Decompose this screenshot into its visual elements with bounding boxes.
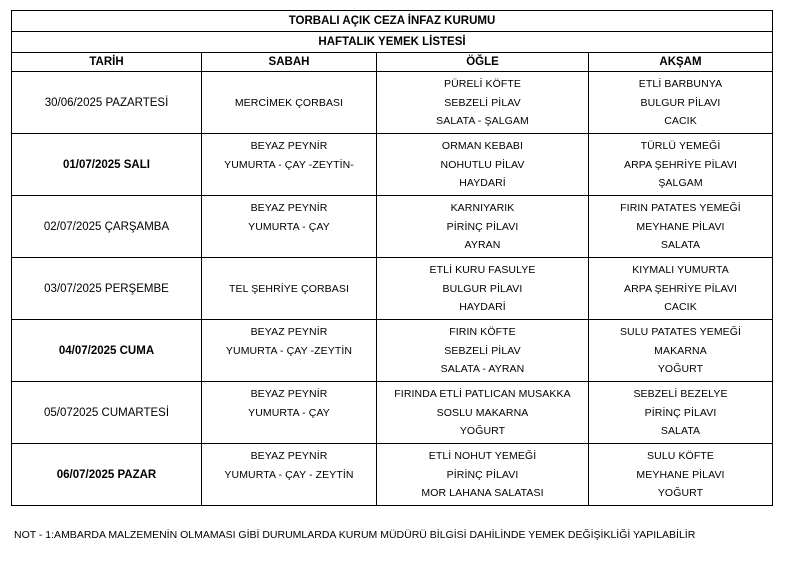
column-header-dinner: AKŞAM <box>589 53 773 72</box>
empty-line <box>202 176 376 190</box>
lunch-items <box>377 445 588 505</box>
lunch-cell <box>377 320 589 382</box>
lunch-items <box>377 135 588 195</box>
breakfast-item: BEYAZ PEYNİR <box>250 140 328 152</box>
breakfast-item: YUMURTA - ÇAY -ZEYTİN <box>225 344 353 357</box>
lunch-cell <box>377 444 589 506</box>
dinner-item: SALATA <box>660 425 701 437</box>
lunch-item: PİRİNÇ PİLAVI <box>446 220 519 233</box>
dinner-items <box>589 259 772 319</box>
breakfast-item: BEYAZ PEYNİR <box>250 388 328 400</box>
dinner-item: CACIK <box>664 115 697 127</box>
breakfast-cell <box>202 382 377 444</box>
lunch-items <box>377 321 588 381</box>
title-row <box>12 11 773 32</box>
dinner-item: SALATA <box>660 239 701 251</box>
lunch-items <box>377 73 588 133</box>
lunch-item: SEBZELİ PİLAV <box>444 344 521 357</box>
dinner-item: PİRİNÇ PİLAVI <box>644 406 717 419</box>
empty-line <box>202 362 376 376</box>
lunch-items <box>377 259 588 319</box>
menu-table-body <box>12 11 773 506</box>
day-row <box>12 258 773 320</box>
dinner-cell <box>589 196 773 258</box>
lunch-item: MOR LAHANA SALATASI <box>421 487 544 499</box>
dinner-item: FIRIN PATATES YEMEĞİ <box>620 202 741 214</box>
dinner-cell <box>589 444 773 506</box>
column-header-breakfast: SABAH <box>202 53 377 72</box>
dinner-cell <box>589 134 773 196</box>
dinner-item: YOĞURT <box>657 487 704 499</box>
dinner-item: SULU KÖFTE <box>647 450 714 462</box>
day-date: 01/07/2025 SALI <box>12 134 202 196</box>
footnote: NOT - 1:AMBARDA MALZEMENİN OLMAMASI GİBİ DURUMLARDA KURUM MÜDÜRÜ BİLGİSİ DAHİLİNDE YEMEK DEĞİŞİKLİĞİ YAPILABİLİR <box>14 529 696 541</box>
empty-line <box>202 424 376 438</box>
breakfast-cell <box>202 258 377 320</box>
lunch-cell <box>377 196 589 258</box>
dinner-item: YOĞURT <box>657 363 704 375</box>
breakfast-item: MERCİMEK ÇORBASI <box>234 96 344 109</box>
lunch-item: ETLİ KURU FASULYE <box>429 264 536 276</box>
breakfast-items <box>202 321 376 381</box>
dinner-items <box>589 197 772 257</box>
day-date: 04/07/2025 CUMA <box>12 320 202 382</box>
lunch-item: FIRINDA ETLİ PATLICAN MUSAKKA <box>394 388 571 400</box>
breakfast-items <box>202 135 376 195</box>
breakfast-items <box>202 73 376 133</box>
dinner-item: TÜRLÜ YEMEĞİ <box>640 140 721 152</box>
lunch-item: AYRAN <box>464 239 501 251</box>
dinner-item: ETLİ BARBUNYA <box>638 78 723 90</box>
breakfast-items <box>202 259 376 319</box>
subtitle-row <box>12 32 773 53</box>
breakfast-items <box>202 445 376 505</box>
breakfast-item: BEYAZ PEYNİR <box>250 202 328 214</box>
dinner-item: SEBZELİ BEZELYE <box>633 388 728 400</box>
lunch-item: ETLİ NOHUT YEMEĞİ <box>428 450 537 462</box>
lunch-item: SALATA - ŞALGAM <box>436 115 529 127</box>
column-header-date: TARİH <box>12 53 202 72</box>
breakfast-cell <box>202 196 377 258</box>
lunch-item: BULGUR PİLAVI <box>442 282 523 295</box>
lunch-items <box>377 383 588 443</box>
lunch-item: KARNIYARIK <box>450 202 515 214</box>
lunch-item: SEBZELİ PİLAV <box>444 96 521 109</box>
breakfast-item: TEL ŞEHRİYE ÇORBASI <box>229 282 349 295</box>
dinner-item: ŞALGAM <box>658 177 703 189</box>
menu-subtitle: HAFTALIK YEMEK LİSTESİ <box>12 32 773 53</box>
lunch-cell <box>377 382 589 444</box>
dinner-items <box>589 135 772 195</box>
breakfast-item: BEYAZ PEYNİR <box>250 450 328 462</box>
lunch-item: SOSLU MAKARNA <box>436 406 529 419</box>
column-header-lunch: ÖĞLE <box>377 53 589 72</box>
breakfast-item: BEYAZ PEYNİR <box>250 326 328 338</box>
day-row <box>12 72 773 134</box>
lunch-item: HAYDARİ <box>459 301 506 313</box>
dinner-item: SULU PATATES YEMEĞİ <box>619 326 742 338</box>
dinner-item: CACIK <box>664 301 697 313</box>
lunch-cell <box>377 72 589 134</box>
lunch-item: PİRİNÇ PİLAVI <box>446 468 519 481</box>
lunch-item: NOHUTLU PİLAV <box>440 158 525 171</box>
breakfast-item: YUMURTA - ÇAY <box>248 220 330 233</box>
day-row <box>12 134 773 196</box>
dinner-items <box>589 445 772 505</box>
dinner-item: KIYMALI YUMURTA <box>632 264 729 276</box>
lunch-cell <box>377 134 589 196</box>
day-row <box>12 320 773 382</box>
dinner-item: MEYHANE PİLAVI <box>636 468 725 481</box>
day-date: 30/06/2025 PAZARTESİ <box>12 72 202 134</box>
breakfast-items <box>202 197 376 257</box>
dinner-item: MEYHANE PİLAVI <box>636 220 725 233</box>
dinner-item: ARPA ŞEHRİYE PİLAVI <box>624 158 737 171</box>
breakfast-item: YUMURTA - ÇAY -ZEYTİN- <box>224 158 354 171</box>
dinner-items <box>589 73 772 133</box>
day-date: 05/072025 CUMARTESİ <box>12 382 202 444</box>
breakfast-item: YUMURTA - ÇAY <box>248 406 330 419</box>
lunch-item: SALATA - AYRAN <box>440 363 525 375</box>
day-row <box>12 196 773 258</box>
dinner-cell <box>589 382 773 444</box>
lunch-items <box>377 197 588 257</box>
lunch-item: HAYDARİ <box>459 177 506 189</box>
breakfast-cell <box>202 444 377 506</box>
dinner-item: MAKARNA <box>654 344 707 357</box>
lunch-item: PÜRELİ KÖFTE <box>443 78 522 90</box>
dinner-item: ARPA ŞEHRİYE PİLAVI <box>624 282 737 295</box>
empty-line <box>202 486 376 500</box>
day-date: 02/07/2025 ÇARŞAMBA <box>12 196 202 258</box>
lunch-cell <box>377 258 589 320</box>
weekly-menu-table <box>11 10 773 506</box>
dinner-items <box>589 383 772 443</box>
institution-title: TORBALI AÇIK CEZA İNFAZ KURUMU <box>12 11 773 32</box>
dinner-cell <box>589 320 773 382</box>
lunch-item: FIRIN KÖFTE <box>449 326 516 338</box>
day-row <box>12 382 773 444</box>
day-date: 03/07/2025 PERŞEMBE <box>12 258 202 320</box>
empty-line <box>202 238 376 252</box>
breakfast-cell <box>202 134 377 196</box>
column-header-row <box>12 53 773 72</box>
day-row <box>12 444 773 506</box>
day-date: 06/07/2025 PAZAR <box>12 444 202 506</box>
dinner-item: BULGUR PİLAVI <box>640 96 721 109</box>
lunch-item: ORMAN KEBABI <box>441 140 524 152</box>
breakfast-item: YUMURTA - ÇAY - ZEYTİN <box>224 468 354 481</box>
dinner-items <box>589 321 772 381</box>
breakfast-cell <box>202 320 377 382</box>
breakfast-cell <box>202 72 377 134</box>
dinner-cell <box>589 258 773 320</box>
dinner-cell <box>589 72 773 134</box>
breakfast-items <box>202 383 376 443</box>
lunch-item: YOĞURT <box>459 425 506 437</box>
